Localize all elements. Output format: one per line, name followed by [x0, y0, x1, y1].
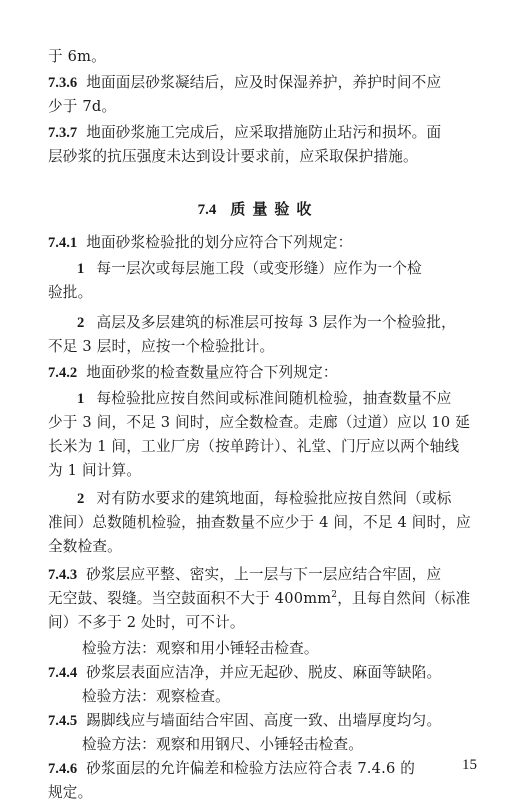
clause-text: 地面砂浆的检查数量应符合下列规定：	[86, 364, 338, 381]
line-text: 准间）总数随机检验，抽查数量不应少于 4 间，不足 4 间时，应	[48, 514, 471, 531]
item-number: 1	[77, 391, 85, 407]
clause-7-4-2	[48, 362, 468, 384]
page-number: 15	[462, 757, 477, 773]
text-line	[48, 436, 468, 458]
section-title: 质量验收	[230, 200, 319, 218]
clause-text: 地面面层砂浆凝结后，应及时保湿养护，养护时间不应	[86, 74, 442, 91]
inspection-method	[82, 734, 468, 756]
clause-7-4-1	[48, 232, 468, 254]
text-line	[48, 412, 471, 434]
clause-7-4-5	[48, 710, 468, 732]
text-line	[48, 46, 468, 68]
clause-number: 7.4.3	[48, 567, 78, 583]
line-text: 验批。	[48, 284, 93, 301]
item-7-4-1-1	[77, 258, 468, 280]
text-line	[48, 460, 468, 482]
item-7-4-2-1	[77, 388, 468, 410]
clause-number: 7.4.5	[48, 713, 78, 729]
line-text: 长米为 1 间，工业厂房（按单跨计）、礼堂、门厅应以两个轴线	[48, 438, 460, 455]
clause-7-4-3	[48, 564, 468, 586]
text-line	[48, 336, 468, 358]
clause-text: 地面砂浆施工完成后，应采取措施防止玷污和损坏。面	[86, 124, 442, 141]
line-text: 规定。	[48, 784, 93, 801]
line-text: 为 1 间计算。	[48, 462, 142, 479]
item-7-4-2-2	[77, 488, 468, 510]
clause-7-4-4	[48, 662, 468, 684]
clause-number: 7.4.4	[48, 665, 78, 681]
clause-number: 7.4.1	[48, 235, 78, 251]
clause-text: 砂浆层表面应洁净，并应无起砂、脱皮、麻面等缺陷。	[86, 664, 442, 681]
clause-number: 7.4.6	[48, 761, 78, 777]
inspection-method	[82, 638, 468, 660]
line-text: 层砂浆的抗压强度未达到设计要求前，应采取保护措施。	[48, 148, 418, 165]
clause-text: 地面砂浆检验批的划分应符合下列规定：	[86, 234, 353, 251]
line-text: 无空鼓、裂缝。当空鼓面积不大于 400mm	[48, 590, 332, 607]
clause-number: 7.3.6	[48, 75, 78, 91]
section-number: 7.4	[197, 202, 217, 218]
line-text: 全数检查。	[48, 538, 122, 555]
text-line	[48, 612, 468, 634]
line-text: 少于 3 间，不足 3 间时，应全数检查。走廊（过道）应以 10 延	[48, 414, 471, 431]
clause-text: 踢脚线应与墙面结合牢固、高度一致、出墙厚度均匀。	[86, 712, 442, 729]
item-7-4-1-2	[77, 312, 468, 334]
text-line	[48, 536, 468, 558]
line-text: 于 6m。	[48, 48, 106, 65]
line-text: 不足 3 层时，应按一个检验批计。	[48, 338, 275, 355]
item-text: 对有防水要求的建筑地面，每检验批应按自然间（或标	[96, 490, 452, 507]
line-text: 间）不多于 2 处时，可不计。	[48, 614, 245, 631]
text-line	[48, 588, 471, 610]
clause-text: 砂浆层应平整、密实，上一层与下一层应结合牢固，应	[86, 566, 442, 583]
text-line	[48, 282, 468, 304]
method-text: 检验方法：观察检查。	[82, 688, 230, 705]
section-heading	[48, 198, 468, 221]
clause-text: 砂浆面层的允许偏差和检验方法应符合表 7.4.6 的	[86, 760, 416, 777]
clause-7-4-6	[48, 758, 468, 780]
clause-7-3-7	[48, 122, 468, 144]
method-text: 检验方法：观察和用钢尺、小锤轻击检查。	[82, 736, 364, 753]
clause-7-3-6	[48, 72, 468, 94]
text-line	[48, 512, 471, 534]
item-number: 2	[77, 491, 85, 507]
item-number: 1	[77, 261, 85, 277]
text-line	[48, 146, 468, 168]
text-line	[48, 782, 468, 804]
clause-number: 7.4.2	[48, 365, 78, 381]
clause-number: 7.3.7	[48, 125, 78, 141]
superscript: 2	[331, 590, 338, 601]
text-line	[48, 96, 468, 118]
line-text: 少于 7d。	[48, 98, 117, 115]
item-number: 2	[77, 315, 85, 331]
inspection-method	[82, 686, 468, 708]
line-text: ，且每自然间（标准	[337, 590, 471, 607]
item-text: 每检验批应按自然间或标准间随机检验，抽查数量不应	[96, 390, 452, 407]
item-text: 高层及多层建筑的标准层可按每 3 层作为一个检验批，	[96, 314, 456, 331]
method-text: 检验方法：观察和用小锤轻击检查。	[82, 640, 319, 657]
item-text: 每一层次或每层施工段（或变形缝）应作为一个检	[96, 260, 422, 277]
